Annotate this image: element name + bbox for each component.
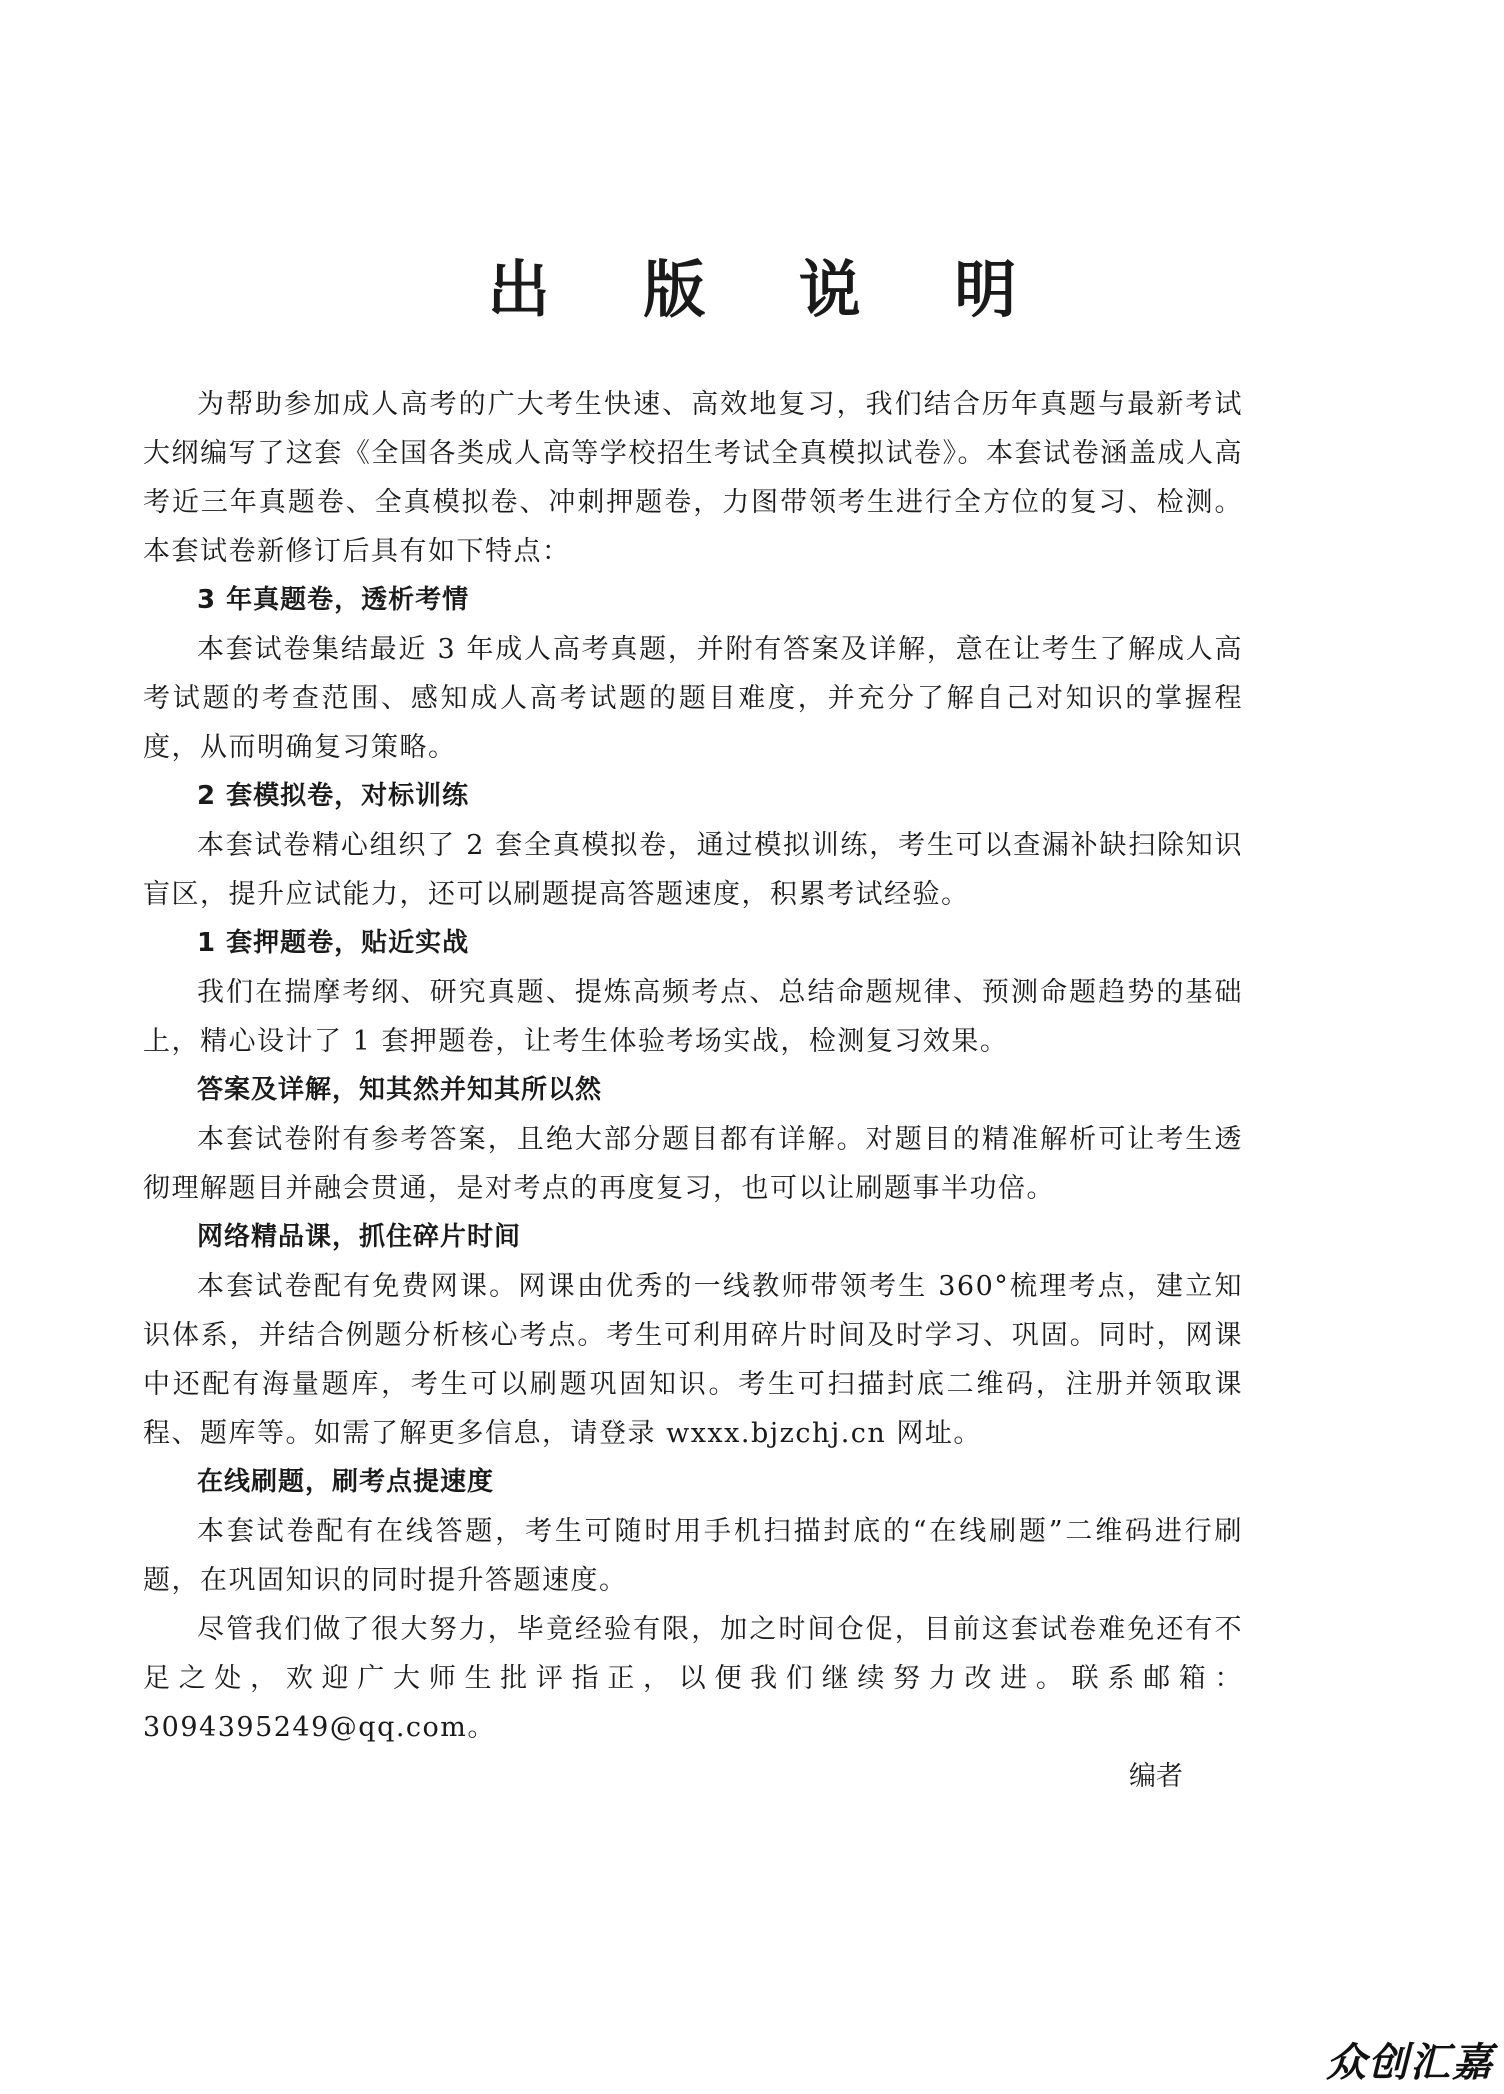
section-heading-mock-exams: 2 套模拟卷，对标训练	[197, 781, 470, 811]
section-heading-answers: 答案及详解，知其然并知其所以然	[197, 1075, 603, 1105]
section-heading-online-practice: 在线刷题，刷考点提速度	[197, 1467, 495, 1497]
section-heading-online-course: 网络精品课，抓住碎片时间	[197, 1222, 522, 1252]
section-body-online-course: 本套试卷配有免费网课。网课由优秀的一线教师带领考生 360°梳理考点，建立知识体系，并结合例题分析核心考点。考生可利用碎片时间及时学习、巩固。同时，网课中还配有海量题库，考生可以刷题巩固知识。考生可扫描封底二维码，注册并领取课程、题库等。如需了解更多信息，请登录 wxxx.bjzchj.cn 网址。	[143, 1271, 1243, 1449]
intro-paragraph: 为帮助参加成人高考的广大考生快速、高效地复习，我们结合历年真题与最新考试大纲编写了这套《全国各类成人高等学校招生考试全真模拟试卷》。本套试卷涵盖成人高考近三年真题卷、全真模拟卷、冲刺押题卷，力图带领考生进行全方位的复习、检测。本套试卷新修订后具有如下特点：	[143, 389, 1243, 567]
closing-paragraph: 尽管我们做了很大努力，毕竟经验有限，加之时间仓促，目前这套试卷难免还有不足之处，欢迎广大师生批评指正，以便我们继续努力改进。联系邮箱：3094395249@qq.com。	[143, 1614, 1243, 1743]
section-heading-predicted-exam: 1 套押题卷，贴近实战	[197, 928, 470, 958]
section-body-predicted-exam: 我们在揣摩考纲、研究真题、提炼高频考点、总结命题规律、预测命题趋势的基础上，精心设计了 1 套押题卷，让考生体验考场实战，检测复习效果。	[143, 977, 1243, 1057]
section-body-real-exams: 本套试卷集结最近 3 年成人高考真题，并附有答案及详解，意在让考生了解成人高考试题的考查范围、感知成人高考试题的题目难度，并充分了解自己对知识的掌握程度，从而明确复习策略。	[143, 634, 1243, 763]
document-body	[143, 380, 1243, 1801]
section-body-mock-exams: 本套试卷精心组织了 2 套全真模拟卷，通过模拟训练，考生可以查漏补缺扫除知识盲区，提升应试能力，还可以刷题提高答题速度，积累考试经验。	[143, 830, 1243, 910]
signature: 编者	[1129, 1761, 1183, 1792]
section-body-online-practice: 本套试卷配有在线答题，考生可随时用手机扫描封底的“在线刷题”二维码进行刷题，在巩固知识的同时提升答题速度。	[143, 1516, 1243, 1596]
section-body-answers: 本套试卷附有参考答案，且绝大部分题目都有详解。对题目的精准解析可让考生透彻理解题目并融会贯通，是对考点的再度复习，也可以让刷题事半功倍。	[143, 1124, 1243, 1204]
page-title: 出 版 说 明	[487, 253, 1053, 326]
section-heading-real-exams: 3 年真题卷，透析考情	[197, 585, 470, 615]
watermark-logo: 众创汇嘉	[1326, 2040, 1494, 2086]
